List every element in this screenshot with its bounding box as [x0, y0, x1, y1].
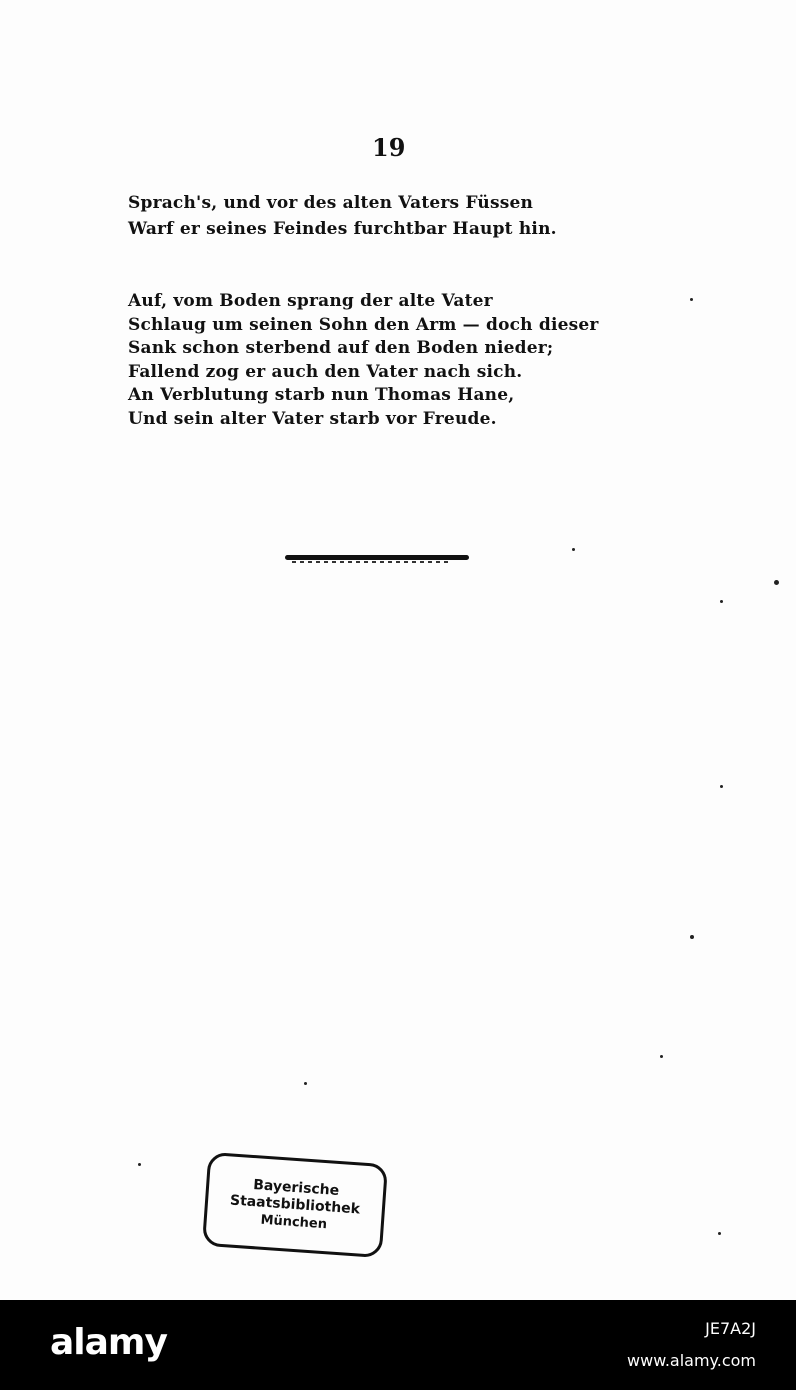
- library-stamp: [202, 1152, 388, 1258]
- verse-line: Fallend zog er auch den Vater nach sich.: [128, 361, 523, 382]
- verse-line: Schlaug um seinen Sohn den Arm — doch dieser: [128, 314, 599, 335]
- stanza-2: [128, 290, 668, 431]
- divider-flourish: [292, 561, 452, 563]
- scan-speck: [304, 1082, 307, 1085]
- watermark-footer: [0, 1300, 796, 1390]
- alamy-logo: alamy: [50, 1322, 167, 1363]
- verse-line: Auf, vom Boden sprang der alte Vater: [128, 291, 493, 311]
- scan-speck: [690, 935, 694, 939]
- verse-line: Sank schon sterbend auf den Boden nieder;: [128, 338, 554, 358]
- ornamental-divider: [285, 555, 469, 560]
- stamp-line: Bayerische: [252, 1176, 340, 1199]
- verse-line: Sprach's, und vor des alten Vaters Füssen: [128, 193, 534, 213]
- stamp-line: Staatsbibliothek: [229, 1191, 361, 1218]
- scan-speck: [774, 580, 779, 585]
- stamp-line: München: [260, 1212, 328, 1232]
- scan-speck: [718, 1232, 721, 1235]
- scan-speck: [660, 1055, 663, 1058]
- scan-speck: [720, 600, 723, 603]
- verse-line: An Verblutung starb nun Thomas Hane,: [128, 385, 515, 405]
- page-number: 19: [372, 133, 406, 162]
- scan-speck: [690, 298, 693, 301]
- site-url: www.alamy.com: [627, 1351, 756, 1370]
- verse-line: Und sein alter Vater starb vor Freude.: [128, 408, 497, 429]
- scan-speck: [720, 785, 723, 788]
- scan-speck: [138, 1163, 141, 1166]
- verse-line: Warf er seines Feindes furchtbar Haupt hin.: [128, 219, 557, 239]
- stanza-1: [128, 190, 668, 242]
- scan-speck: [572, 548, 575, 551]
- image-id: JE7A2J: [705, 1319, 756, 1338]
